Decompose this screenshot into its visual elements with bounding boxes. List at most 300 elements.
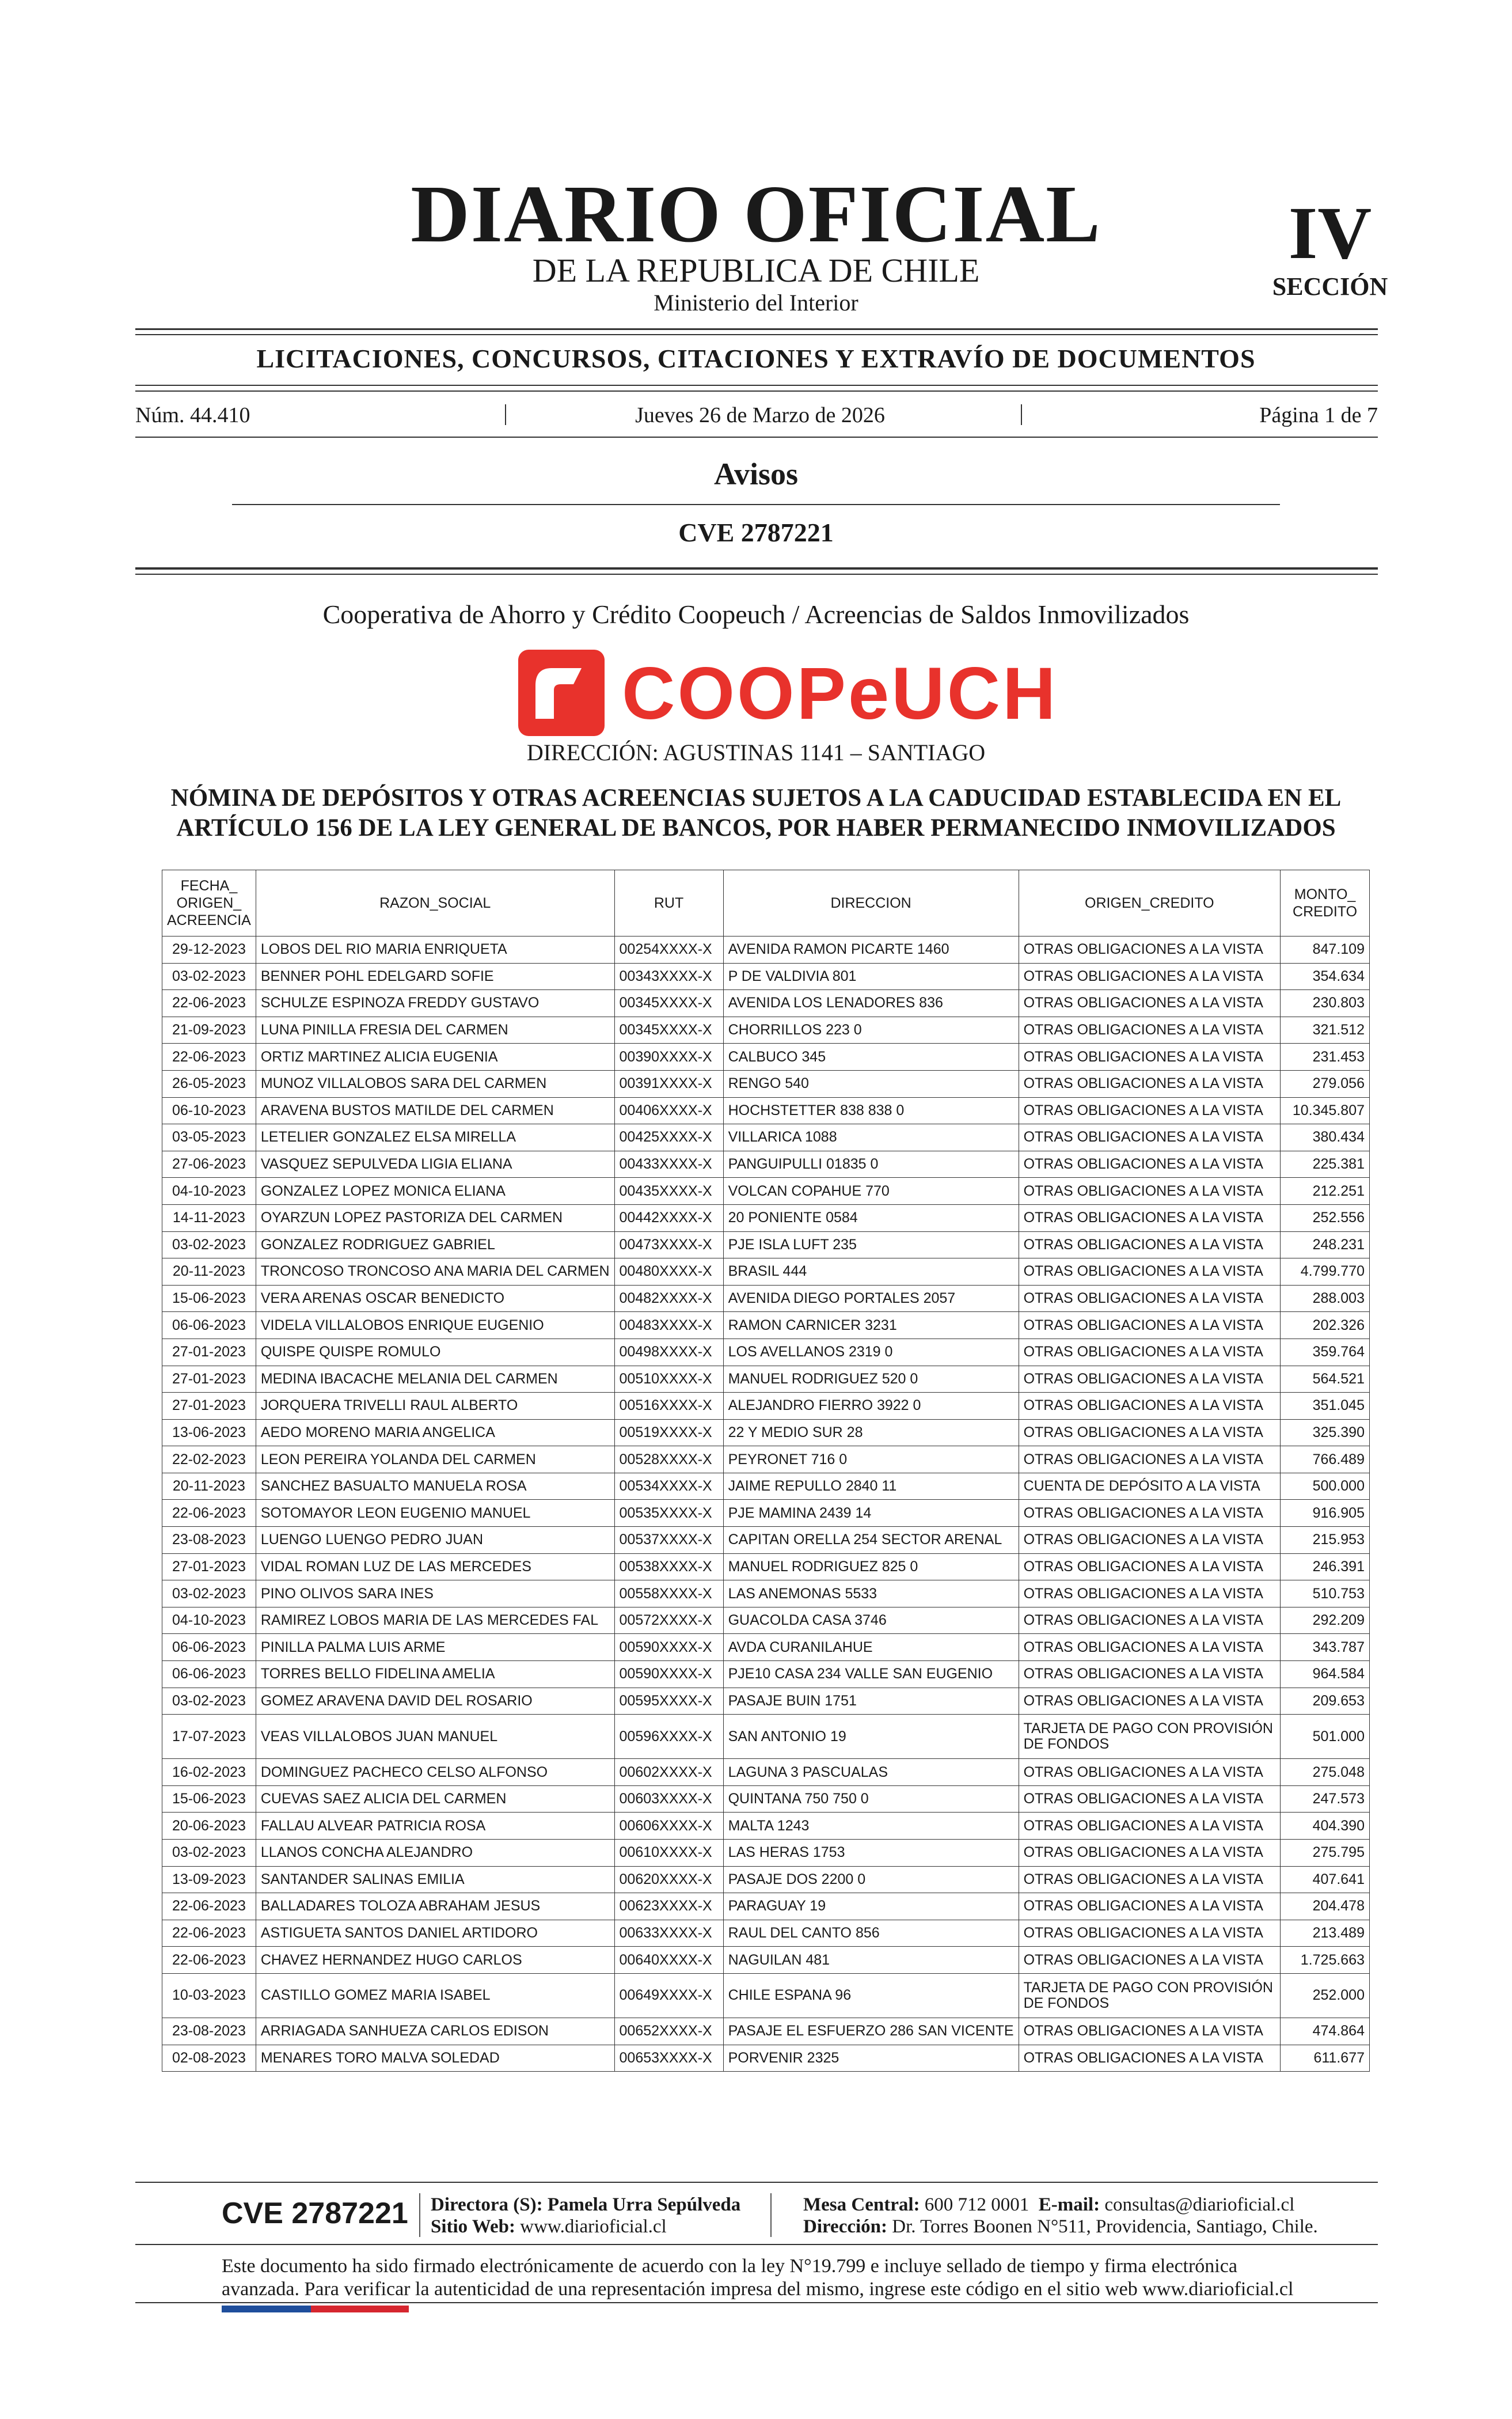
cell-origen-credito: OTRAS OBLIGACIONES A LA VISTA bbox=[1019, 1866, 1281, 1893]
cell-rut: 00590XXXX-X bbox=[614, 1661, 723, 1688]
cell-fecha: 03-02-2023 bbox=[162, 1231, 256, 1258]
cell-fecha: 22-06-2023 bbox=[162, 1947, 256, 1974]
cell-fecha: 23-08-2023 bbox=[162, 2018, 256, 2045]
rule bbox=[135, 2182, 1378, 2183]
cell-rut: 00343XXXX-X bbox=[614, 963, 723, 990]
cell-monto: 202.326 bbox=[1281, 1312, 1370, 1339]
table-row bbox=[162, 1393, 1370, 1420]
table-row bbox=[162, 1634, 1370, 1661]
cell-origen-credito: OTRAS OBLIGACIONES A LA VISTA bbox=[1019, 1312, 1281, 1339]
cell-monto: 275.048 bbox=[1281, 1759, 1370, 1786]
cell-origen-credito: OTRAS OBLIGACIONES A LA VISTA bbox=[1019, 1500, 1281, 1527]
cell-razon-social: BALLADARES TOLOZA ABRAHAM JESUS bbox=[256, 1893, 614, 1920]
cell-direccion: RENGO 540 bbox=[723, 1070, 1019, 1097]
table-row bbox=[162, 1178, 1370, 1205]
cell-rut: 00534XXXX-X bbox=[614, 1473, 723, 1500]
cell-fecha: 27-01-2023 bbox=[162, 1393, 256, 1420]
cell-rut: 00391XXXX-X bbox=[614, 1070, 723, 1097]
cell-direccion: MANUEL RODRIGUEZ 520 0 bbox=[723, 1366, 1019, 1393]
table-row bbox=[162, 1580, 1370, 1607]
cell-monto: 275.795 bbox=[1281, 1840, 1370, 1867]
cell-origen-credito: OTRAS OBLIGACIONES A LA VISTA bbox=[1019, 1920, 1281, 1947]
table-row bbox=[162, 1866, 1370, 1893]
table-row bbox=[162, 1124, 1370, 1151]
cell-monto: 252.000 bbox=[1281, 1973, 1370, 2018]
cell-razon-social: ASTIGUETA SANTOS DANIEL ARTIDORO bbox=[256, 1920, 614, 1947]
cell-rut: 00538XXXX-X bbox=[614, 1553, 723, 1580]
cell-direccion: AVENIDA DIEGO PORTALES 2057 bbox=[723, 1285, 1019, 1312]
cell-fecha: 22-06-2023 bbox=[162, 1893, 256, 1920]
cell-razon-social: GONZALEZ RODRIGUEZ GABRIEL bbox=[256, 1231, 614, 1258]
cell-direccion: CALBUCO 345 bbox=[723, 1044, 1019, 1071]
cell-razon-social: RAMIREZ LOBOS MARIA DE LAS MERCEDES FAL bbox=[256, 1607, 614, 1634]
cell-razon-social: FALLAU ALVEAR PATRICIA ROSA bbox=[256, 1813, 614, 1840]
table-row bbox=[162, 1204, 1370, 1231]
cell-fecha: 10-03-2023 bbox=[162, 1973, 256, 2018]
cell-fecha: 22-06-2023 bbox=[162, 990, 256, 1017]
cell-razon-social: DOMINGUEZ PACHECO CELSO ALFONSO bbox=[256, 1759, 614, 1786]
email-label: E-mail: bbox=[1038, 2194, 1100, 2215]
cell-razon-social: JORQUERA TRIVELLI RAUL ALBERTO bbox=[256, 1393, 614, 1420]
cell-razon-social: LEON PEREIRA YOLANDA DEL CARMEN bbox=[256, 1446, 614, 1473]
cell-fecha: 17-07-2023 bbox=[162, 1715, 256, 1759]
cell-fecha: 20-11-2023 bbox=[162, 1258, 256, 1286]
cell-direccion: VILLARICA 1088 bbox=[723, 1124, 1019, 1151]
cell-monto: 964.584 bbox=[1281, 1661, 1370, 1688]
cell-fecha: 22-06-2023 bbox=[162, 1044, 256, 1071]
cell-rut: 00483XXXX-X bbox=[614, 1312, 723, 1339]
cell-monto: 212.251 bbox=[1281, 1178, 1370, 1205]
cell-rut: 00652XXXX-X bbox=[614, 2018, 723, 2045]
cell-rut: 00425XXXX-X bbox=[614, 1124, 723, 1151]
cell-razon-social: VASQUEZ SEPULVEDA LIGIA ELIANA bbox=[256, 1151, 614, 1178]
footer-legal bbox=[222, 2255, 1316, 2301]
cell-origen-credito: OTRAS OBLIGACIONES A LA VISTA bbox=[1019, 1580, 1281, 1607]
cell-razon-social: SOTOMAYOR LEON EUGENIO MANUEL bbox=[256, 1500, 614, 1527]
cell-razon-social: SANTANDER SALINAS EMILIA bbox=[256, 1866, 614, 1893]
cell-fecha: 04-10-2023 bbox=[162, 1607, 256, 1634]
section-number: IV bbox=[1288, 192, 1372, 275]
cell-razon-social: TORRES BELLO FIDELINA AMELIA bbox=[256, 1661, 614, 1688]
cell-origen-credito: OTRAS OBLIGACIONES A LA VISTA bbox=[1019, 936, 1281, 964]
cell-origen-credito: OTRAS OBLIGACIONES A LA VISTA bbox=[1019, 1634, 1281, 1661]
cell-direccion: VOLCAN COPAHUE 770 bbox=[723, 1178, 1019, 1205]
notice-heading-line2: ARTÍCULO 156 DE LA LEY GENERAL DE BANCOS, POR HABER PERMANECIDO INMOVILIZADOS bbox=[176, 814, 1336, 841]
cell-monto: 321.512 bbox=[1281, 1017, 1370, 1044]
cell-direccion: P DE VALDIVIA 801 bbox=[723, 963, 1019, 990]
cell-razon-social: CUEVAS SAEZ ALICIA DEL CARMEN bbox=[256, 1785, 614, 1813]
section-heading: Avisos bbox=[713, 457, 799, 491]
cell-monto: 4.799.770 bbox=[1281, 1258, 1370, 1286]
table-row bbox=[162, 936, 1370, 964]
cell-monto: 500.000 bbox=[1281, 1473, 1370, 1500]
cell-razon-social: MEDINA IBACACHE MELANIA DEL CARMEN bbox=[256, 1366, 614, 1393]
cell-razon-social: VERA ARENAS OSCAR BENEDICTO bbox=[256, 1285, 614, 1312]
cell-direccion: CHORRILLOS 223 0 bbox=[723, 1017, 1019, 1044]
cell-rut: 00602XXXX-X bbox=[614, 1759, 723, 1786]
cell-monto: 343.787 bbox=[1281, 1634, 1370, 1661]
footer-website bbox=[431, 2216, 667, 2237]
phone-label: Mesa Central: bbox=[803, 2194, 920, 2215]
table-row bbox=[162, 1070, 1370, 1097]
footer-address bbox=[803, 2216, 1318, 2237]
table-row bbox=[162, 2018, 1370, 2045]
email-link[interactable]: consultas@diarioficial.cl bbox=[1104, 2194, 1295, 2215]
table-row bbox=[162, 1759, 1370, 1786]
cell-origen-credito: OTRAS OBLIGACIONES A LA VISTA bbox=[1019, 1339, 1281, 1366]
cell-origen-credito: OTRAS OBLIGACIONES A LA VISTA bbox=[1019, 1070, 1281, 1097]
cell-rut: 00516XXXX-X bbox=[614, 1393, 723, 1420]
cell-direccion: PJE ISLA LUFT 235 bbox=[723, 1231, 1019, 1258]
cell-fecha: 14-11-2023 bbox=[162, 1204, 256, 1231]
cell-rut: 00596XXXX-X bbox=[614, 1715, 723, 1759]
cell-rut: 00498XXXX-X bbox=[614, 1339, 723, 1366]
cell-direccion: 22 Y MEDIO SUR 28 bbox=[723, 1419, 1019, 1446]
notice-title: Cooperativa de Ahorro y Crédito Coopeuch / Acreencias de Saldos Inmovilizados bbox=[322, 600, 1190, 629]
cell-direccion: LOS AVELLANOS 2319 0 bbox=[723, 1339, 1019, 1366]
rule bbox=[135, 574, 1378, 575]
table-row bbox=[162, 1973, 1370, 2018]
notice-address: DIRECCIÓN: AGUSTINAS 1141 – SANTIAGO bbox=[526, 740, 986, 765]
cell-origen-credito: TARJETA DE PAGO CON PROVISIÓN DE FONDOS bbox=[1019, 1715, 1281, 1759]
cell-origen-credito: OTRAS OBLIGACIONES A LA VISTA bbox=[1019, 1446, 1281, 1473]
cell-monto: 404.390 bbox=[1281, 1813, 1370, 1840]
cell-direccion: GUACOLDA CASA 3746 bbox=[723, 1607, 1019, 1634]
cell-monto: 288.003 bbox=[1281, 1285, 1370, 1312]
rule bbox=[135, 385, 1378, 386]
cell-origen-credito: OTRAS OBLIGACIONES A LA VISTA bbox=[1019, 1366, 1281, 1393]
cell-fecha: 06-06-2023 bbox=[162, 1312, 256, 1339]
cell-rut: 00653XXXX-X bbox=[614, 2045, 723, 2072]
table-row bbox=[162, 1813, 1370, 1840]
cell-monto: 354.634 bbox=[1281, 963, 1370, 990]
website-label: Sitio Web: bbox=[431, 2216, 516, 2237]
cell-direccion: AVENIDA LOS LENADORES 836 bbox=[723, 990, 1019, 1017]
coopeuch-logo-icon bbox=[518, 650, 605, 736]
cell-rut: 00640XXXX-X bbox=[614, 1947, 723, 1974]
cell-monto: 252.556 bbox=[1281, 1204, 1370, 1231]
cell-fecha: 27-01-2023 bbox=[162, 1366, 256, 1393]
table-row bbox=[162, 1715, 1370, 1759]
cell-origen-credito: OTRAS OBLIGACIONES A LA VISTA bbox=[1019, 1840, 1281, 1867]
table-row bbox=[162, 1366, 1370, 1393]
table-row bbox=[162, 1231, 1370, 1258]
cell-monto: 10.345.807 bbox=[1281, 1097, 1370, 1124]
cell-razon-social: TRONCOSO TRONCOSO ANA MARIA DEL CARMEN bbox=[256, 1258, 614, 1286]
divider bbox=[505, 404, 506, 425]
director-label: Directora (S): bbox=[431, 2194, 543, 2215]
cell-rut: 00519XXXX-X bbox=[614, 1419, 723, 1446]
cell-direccion: RAUL DEL CANTO 856 bbox=[723, 1920, 1019, 1947]
cell-origen-credito: OTRAS OBLIGACIONES A LA VISTA bbox=[1019, 1688, 1281, 1715]
cell-monto: 246.391 bbox=[1281, 1553, 1370, 1580]
cell-rut: 00473XXXX-X bbox=[614, 1231, 723, 1258]
cell-monto: 611.677 bbox=[1281, 2045, 1370, 2072]
column-header: ORIGEN_CREDITO bbox=[1019, 870, 1281, 936]
table-row bbox=[162, 2045, 1370, 2072]
cell-origen-credito: OTRAS OBLIGACIONES A LA VISTA bbox=[1019, 1527, 1281, 1554]
cell-origen-credito: OTRAS OBLIGACIONES A LA VISTA bbox=[1019, 963, 1281, 990]
cell-monto: 501.000 bbox=[1281, 1715, 1370, 1759]
rule bbox=[135, 2244, 1378, 2245]
cell-origen-credito: OTRAS OBLIGACIONES A LA VISTA bbox=[1019, 1204, 1281, 1231]
cell-fecha: 23-08-2023 bbox=[162, 1527, 256, 1554]
section-label: SECCIÓN bbox=[1272, 272, 1388, 301]
table-row bbox=[162, 1312, 1370, 1339]
rule bbox=[135, 328, 1378, 330]
footer-contact bbox=[803, 2194, 1294, 2215]
cell-monto: 351.045 bbox=[1281, 1393, 1370, 1420]
cell-origen-credito: OTRAS OBLIGACIONES A LA VISTA bbox=[1019, 1151, 1281, 1178]
cell-razon-social: LOBOS DEL RIO MARIA ENRIQUETA bbox=[256, 936, 614, 964]
cell-rut: 00390XXXX-X bbox=[614, 1044, 723, 1071]
cell-monto: 292.209 bbox=[1281, 1607, 1370, 1634]
rule bbox=[135, 567, 1378, 570]
cell-monto: 215.953 bbox=[1281, 1527, 1370, 1554]
cell-origen-credito: OTRAS OBLIGACIONES A LA VISTA bbox=[1019, 2018, 1281, 2045]
cell-direccion: PORVENIR 2325 bbox=[723, 2045, 1019, 2072]
cell-razon-social: PINO OLIVOS SARA INES bbox=[256, 1580, 614, 1607]
notice-heading-line1: NÓMINA DE DEPÓSITOS Y OTRAS ACREENCIAS SUJETOS A LA CADUCIDAD ESTABLECIDA EN EL bbox=[170, 784, 1342, 812]
cell-monto: 230.803 bbox=[1281, 990, 1370, 1017]
cell-origen-credito: OTRAS OBLIGACIONES A LA VISTA bbox=[1019, 1893, 1281, 1920]
cell-direccion: LAS ANEMONAS 5533 bbox=[723, 1580, 1019, 1607]
column-header: MONTO_ CREDITO bbox=[1281, 870, 1370, 936]
website-link[interactable]: www.diarioficial.cl bbox=[520, 2216, 667, 2237]
table-row bbox=[162, 1785, 1370, 1813]
legal-line2: avanzada. Para verificar la autenticidad de una representación impresa del mismo, ingrese este código en el sitio web www.diarioficial.cl bbox=[222, 2278, 1294, 2300]
cell-direccion: SAN ANTONIO 19 bbox=[723, 1715, 1019, 1759]
table-row bbox=[162, 1500, 1370, 1527]
column-header: RUT bbox=[614, 870, 723, 936]
cell-razon-social: ARAVENA BUSTOS MATILDE DEL CARMEN bbox=[256, 1097, 614, 1124]
cell-origen-credito: OTRAS OBLIGACIONES A LA VISTA bbox=[1019, 1947, 1281, 1974]
cell-razon-social: VEAS VILLALOBOS JUAN MANUEL bbox=[256, 1715, 614, 1759]
cell-direccion: LAGUNA 3 PASCUALAS bbox=[723, 1759, 1019, 1786]
legal-line1: Este documento ha sido firmado electrónicamente de acuerdo con la ley N°19.799 e incluye sellado de tiempo y firma electrónica bbox=[222, 2255, 1237, 2277]
table-body bbox=[162, 936, 1370, 2072]
cell-rut: 00633XXXX-X bbox=[614, 1920, 723, 1947]
cell-rut: 00558XXXX-X bbox=[614, 1580, 723, 1607]
footer-director bbox=[431, 2194, 740, 2215]
cell-origen-credito: OTRAS OBLIGACIONES A LA VISTA bbox=[1019, 990, 1281, 1017]
cell-origen-credito: OTRAS OBLIGACIONES A LA VISTA bbox=[1019, 1607, 1281, 1634]
table-row bbox=[162, 1419, 1370, 1446]
cell-fecha: 27-01-2023 bbox=[162, 1339, 256, 1366]
cell-monto: 279.056 bbox=[1281, 1070, 1370, 1097]
cell-fecha: 22-02-2023 bbox=[162, 1446, 256, 1473]
cell-razon-social: LLANOS CONCHA ALEJANDRO bbox=[256, 1840, 614, 1867]
cell-fecha: 06-10-2023 bbox=[162, 1097, 256, 1124]
table-row bbox=[162, 963, 1370, 990]
cell-direccion: BRASIL 444 bbox=[723, 1258, 1019, 1286]
cell-direccion: PJE10 CASA 234 VALLE SAN EUGENIO bbox=[723, 1661, 1019, 1688]
cell-direccion: PASAJE DOS 2200 0 bbox=[723, 1866, 1019, 1893]
table-row bbox=[162, 1151, 1370, 1178]
cell-rut: 00590XXXX-X bbox=[614, 1634, 723, 1661]
cell-direccion: CAPITAN ORELLA 254 SECTOR ARENAL bbox=[723, 1527, 1019, 1554]
cell-direccion: PASAJE EL ESFUERZO 286 SAN VICENTE bbox=[723, 2018, 1019, 2045]
cell-fecha: 15-06-2023 bbox=[162, 1285, 256, 1312]
cell-razon-social: GOMEZ ARAVENA DAVID DEL ROSARIO bbox=[256, 1688, 614, 1715]
cell-direccion: 20 PONIENTE 0584 bbox=[723, 1204, 1019, 1231]
cell-monto: 1.725.663 bbox=[1281, 1947, 1370, 1974]
cell-fecha: 03-02-2023 bbox=[162, 963, 256, 990]
cell-monto: 510.753 bbox=[1281, 1580, 1370, 1607]
cell-direccion: CHILE ESPANA 96 bbox=[723, 1973, 1019, 2018]
rule bbox=[135, 334, 1378, 335]
director-name: Pamela Urra Sepúlveda bbox=[547, 2194, 741, 2215]
table-row bbox=[162, 1044, 1370, 1071]
cell-fecha: 04-10-2023 bbox=[162, 1178, 256, 1205]
cell-razon-social: CASTILLO GOMEZ MARIA ISABEL bbox=[256, 1973, 614, 2018]
cell-razon-social: LETELIER GONZALEZ ELSA MIRELLA bbox=[256, 1124, 614, 1151]
cell-origen-credito: OTRAS OBLIGACIONES A LA VISTA bbox=[1019, 1785, 1281, 1813]
cell-rut: 00482XXXX-X bbox=[614, 1285, 723, 1312]
cell-fecha: 20-11-2023 bbox=[162, 1473, 256, 1500]
cell-razon-social: PINILLA PALMA LUIS ARME bbox=[256, 1634, 614, 1661]
cell-direccion: PJE MAMINA 2439 14 bbox=[723, 1500, 1019, 1527]
cell-razon-social: BENNER POHL EDELGARD SOFIE bbox=[256, 963, 614, 990]
cell-razon-social: SANCHEZ BASUALTO MANUELA ROSA bbox=[256, 1473, 614, 1500]
cell-monto: 916.905 bbox=[1281, 1500, 1370, 1527]
cell-monto: 325.390 bbox=[1281, 1419, 1370, 1446]
address-value: Dr. Torres Boonen N°511, Providencia, Santiago, Chile. bbox=[892, 2216, 1318, 2237]
cell-razon-social: ARRIAGADA SANHUEZA CARLOS EDISON bbox=[256, 2018, 614, 2045]
column-header: FECHA_ ORIGEN_ ACREENCIA bbox=[162, 870, 256, 936]
issue-number: Núm. 44.410 bbox=[135, 403, 250, 427]
cell-razon-social: GONZALEZ LOPEZ MONICA ELIANA bbox=[256, 1178, 614, 1205]
cell-origen-credito: OTRAS OBLIGACIONES A LA VISTA bbox=[1019, 1044, 1281, 1071]
cell-origen-credito: OTRAS OBLIGACIONES A LA VISTA bbox=[1019, 1231, 1281, 1258]
cell-direccion: JAIME REPULLO 2840 11 bbox=[723, 1473, 1019, 1500]
cell-fecha: 20-06-2023 bbox=[162, 1813, 256, 1840]
cell-fecha: 21-09-2023 bbox=[162, 1017, 256, 1044]
masthead-subtitle: DE LA REPUBLICA DE CHILE bbox=[532, 252, 980, 289]
masthead-ministry: Ministerio del Interior bbox=[654, 290, 858, 316]
flag-stripe-blue bbox=[222, 2306, 311, 2312]
table-row bbox=[162, 1553, 1370, 1580]
cell-fecha: 03-02-2023 bbox=[162, 1840, 256, 1867]
table-row bbox=[162, 1285, 1370, 1312]
cell-fecha: 15-06-2023 bbox=[162, 1785, 256, 1813]
issue-date: Jueves 26 de Marzo de 2026 bbox=[635, 403, 885, 427]
table-row bbox=[162, 1527, 1370, 1554]
cell-origen-credito: OTRAS OBLIGACIONES A LA VISTA bbox=[1019, 1759, 1281, 1786]
cell-direccion: PANGUIPULLI 01835 0 bbox=[723, 1151, 1019, 1178]
cell-fecha: 06-06-2023 bbox=[162, 1634, 256, 1661]
table-row bbox=[162, 1446, 1370, 1473]
cell-monto: 847.109 bbox=[1281, 936, 1370, 964]
cell-direccion: MALTA 1243 bbox=[723, 1813, 1019, 1840]
phone-value: 600 712 0001 bbox=[924, 2194, 1029, 2215]
cell-fecha: 13-09-2023 bbox=[162, 1866, 256, 1893]
cell-monto: 474.864 bbox=[1281, 2018, 1370, 2045]
cell-razon-social: OYARZUN LOPEZ PASTORIZA DEL CARMEN bbox=[256, 1204, 614, 1231]
cell-rut: 00623XXXX-X bbox=[614, 1893, 723, 1920]
cell-fecha: 13-06-2023 bbox=[162, 1419, 256, 1446]
cell-monto: 247.573 bbox=[1281, 1785, 1370, 1813]
cell-rut: 00620XXXX-X bbox=[614, 1866, 723, 1893]
cell-rut: 00433XXXX-X bbox=[614, 1151, 723, 1178]
cell-origen-credito: OTRAS OBLIGACIONES A LA VISTA bbox=[1019, 1017, 1281, 1044]
rule bbox=[135, 437, 1378, 438]
cell-rut: 00345XXXX-X bbox=[614, 990, 723, 1017]
cell-direccion: NAGUILAN 481 bbox=[723, 1947, 1019, 1974]
cell-rut: 00535XXXX-X bbox=[614, 1500, 723, 1527]
table-row bbox=[162, 1661, 1370, 1688]
cell-fecha: 22-06-2023 bbox=[162, 1500, 256, 1527]
cell-razon-social: MENARES TORO MALVA SOLEDAD bbox=[256, 2045, 614, 2072]
deposits-table bbox=[162, 870, 1370, 2072]
cell-fecha: 29-12-2023 bbox=[162, 936, 256, 964]
cell-monto: 231.453 bbox=[1281, 1044, 1370, 1071]
cell-monto: 204.478 bbox=[1281, 1893, 1370, 1920]
cell-fecha: 26-05-2023 bbox=[162, 1070, 256, 1097]
cell-rut: 00435XXXX-X bbox=[614, 1178, 723, 1205]
cell-origen-credito: OTRAS OBLIGACIONES A LA VISTA bbox=[1019, 1393, 1281, 1420]
masthead-title: DIARIO OFICIAL bbox=[411, 168, 1101, 259]
cell-razon-social: MUNOZ VILLALOBOS SARA DEL CARMEN bbox=[256, 1070, 614, 1097]
cell-direccion: PEYRONET 716 0 bbox=[723, 1446, 1019, 1473]
cell-origen-credito: OTRAS OBLIGACIONES A LA VISTA bbox=[1019, 1124, 1281, 1151]
cell-razon-social: CHAVEZ HERNANDEZ HUGO CARLOS bbox=[256, 1947, 614, 1974]
table-row bbox=[162, 1339, 1370, 1366]
cell-direccion: QUINTANA 750 750 0 bbox=[723, 1785, 1019, 1813]
cell-rut: 00595XXXX-X bbox=[614, 1688, 723, 1715]
rule bbox=[232, 504, 1280, 505]
cell-monto: 407.641 bbox=[1281, 1866, 1370, 1893]
cell-origen-credito: OTRAS OBLIGACIONES A LA VISTA bbox=[1019, 1097, 1281, 1124]
cell-direccion: LAS HERAS 1753 bbox=[723, 1840, 1019, 1867]
table-row bbox=[162, 1473, 1370, 1500]
table-row bbox=[162, 1607, 1370, 1634]
cell-direccion: HOCHSTETTER 838 838 0 bbox=[723, 1097, 1019, 1124]
rule bbox=[135, 390, 1378, 392]
cell-rut: 00610XXXX-X bbox=[614, 1840, 723, 1867]
cell-rut: 00572XXXX-X bbox=[614, 1607, 723, 1634]
flag-stripe-red bbox=[311, 2306, 409, 2312]
page-indicator: Página 1 de 7 bbox=[1259, 403, 1378, 427]
cell-direccion: MANUEL RODRIGUEZ 825 0 bbox=[723, 1553, 1019, 1580]
cell-rut: 00345XXXX-X bbox=[614, 1017, 723, 1044]
cell-origen-credito: OTRAS OBLIGACIONES A LA VISTA bbox=[1019, 1285, 1281, 1312]
cell-rut: 00649XXXX-X bbox=[614, 1973, 723, 2018]
cell-razon-social: VIDELA VILLALOBOS ENRIQUE EUGENIO bbox=[256, 1312, 614, 1339]
cell-rut: 00480XXXX-X bbox=[614, 1258, 723, 1286]
cell-monto: 766.489 bbox=[1281, 1446, 1370, 1473]
cell-monto: 209.653 bbox=[1281, 1688, 1370, 1715]
table-row bbox=[162, 1258, 1370, 1286]
cell-monto: 380.434 bbox=[1281, 1124, 1370, 1151]
cell-rut: 00606XXXX-X bbox=[614, 1813, 723, 1840]
cell-fecha: 03-05-2023 bbox=[162, 1124, 256, 1151]
cell-fecha: 27-06-2023 bbox=[162, 1151, 256, 1178]
cell-origen-credito: OTRAS OBLIGACIONES A LA VISTA bbox=[1019, 1419, 1281, 1446]
cell-origen-credito: CUENTA DE DEPÓSITO A LA VISTA bbox=[1019, 1473, 1281, 1500]
cell-direccion: RAMON CARNICER 3231 bbox=[723, 1312, 1019, 1339]
cell-origen-credito: OTRAS OBLIGACIONES A LA VISTA bbox=[1019, 2045, 1281, 2072]
cell-razon-social: ORTIZ MARTINEZ ALICIA EUGENIA bbox=[256, 1044, 614, 1071]
cell-fecha: 03-02-2023 bbox=[162, 1688, 256, 1715]
cell-monto: 213.489 bbox=[1281, 1920, 1370, 1947]
rule bbox=[135, 2302, 1378, 2303]
cell-rut: 00406XXXX-X bbox=[614, 1097, 723, 1124]
cell-rut: 00254XXXX-X bbox=[614, 936, 723, 964]
cell-fecha: 27-01-2023 bbox=[162, 1553, 256, 1580]
cell-origen-credito: OTRAS OBLIGACIONES A LA VISTA bbox=[1019, 1813, 1281, 1840]
cell-monto: 248.231 bbox=[1281, 1231, 1370, 1258]
